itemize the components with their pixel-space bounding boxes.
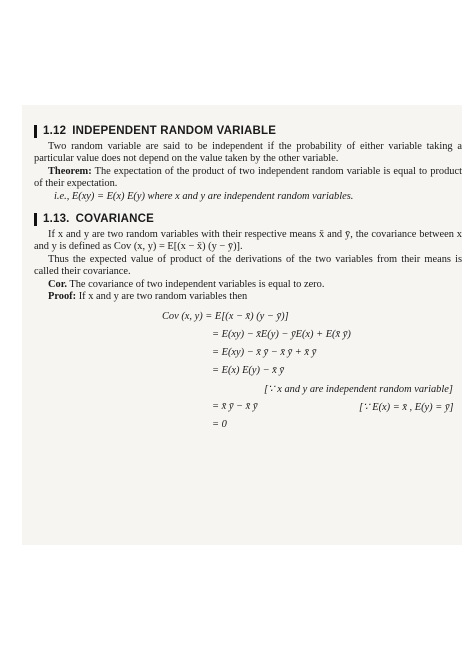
corollary-text: The covariance of two independent variables is equal to zero.: [69, 278, 325, 290]
proof-paragraph: [34, 291, 462, 303]
section-heading-covariance: [34, 213, 462, 226]
theorem-paragraph: [34, 166, 462, 191]
proof-line-4: = E(x) E(y) − x̄ ȳ: [212, 365, 284, 377]
section-number: 1.13.: [43, 213, 70, 226]
proof-line-6: = 0: [212, 419, 227, 431]
proof-line-1: Cov (x, y) = E[(x − x̄) (y − ȳ)]: [162, 311, 289, 323]
proof-line-2: = E(xy) − x̄E(y) − ȳE(x) + E(x̄ ȳ): [212, 329, 351, 341]
covariance-definition: If x and y are two random variables with their respective means x̄ and ȳ, the covariance between x and y is defined as Cov (x, y) = E[(x − x̄) (y − ȳ)].: [34, 229, 462, 253]
page-content: [34, 125, 462, 457]
covariance-explanation: Thus the expected value of product of the derivations of the two variables from their means is called their covariance.: [34, 253, 462, 278]
proof-label: Proof:: [48, 291, 77, 303]
theorem-label: Theorem:: [48, 165, 92, 177]
proof-line-3: = E(xy) − x̄ ȳ − x̄ ȳ + x̄ ȳ: [212, 347, 317, 359]
proof-derivation: [34, 307, 462, 457]
independence-definition: Two random variable are said to be independent if the probability of either variable taking a particular value does not depend on the value taken by the other variable.: [34, 141, 462, 165]
corollary-paragraph: [34, 279, 462, 291]
theorem-formula: i.e., E(xy) = E(x) E(y) where x and y are independent random variables.: [54, 190, 354, 202]
section-number: 1.12: [43, 125, 67, 137]
theorem-text: The expectation of the product of two independent random variable is equal to product of their expectation.: [34, 165, 462, 190]
proof-line-5: = x̄ ȳ − x̄ ȳ: [212, 401, 258, 413]
section-title: INDEPENDENT RANDOM VARIABLE: [72, 125, 277, 137]
proof-text: If x and y are two random variables then: [78, 291, 248, 303]
proof-note-means: [∵ E(x) = x̄ , E(y) = ȳ]: [359, 402, 454, 414]
corollary-label: Cor.: [48, 278, 67, 290]
proof-note-independence: [∵ x and y are independent random variable]: [264, 384, 453, 396]
section-title: COVARIANCE: [75, 213, 155, 226]
section-heading-independent-random-variable: [34, 125, 462, 138]
document-page: [22, 105, 462, 545]
